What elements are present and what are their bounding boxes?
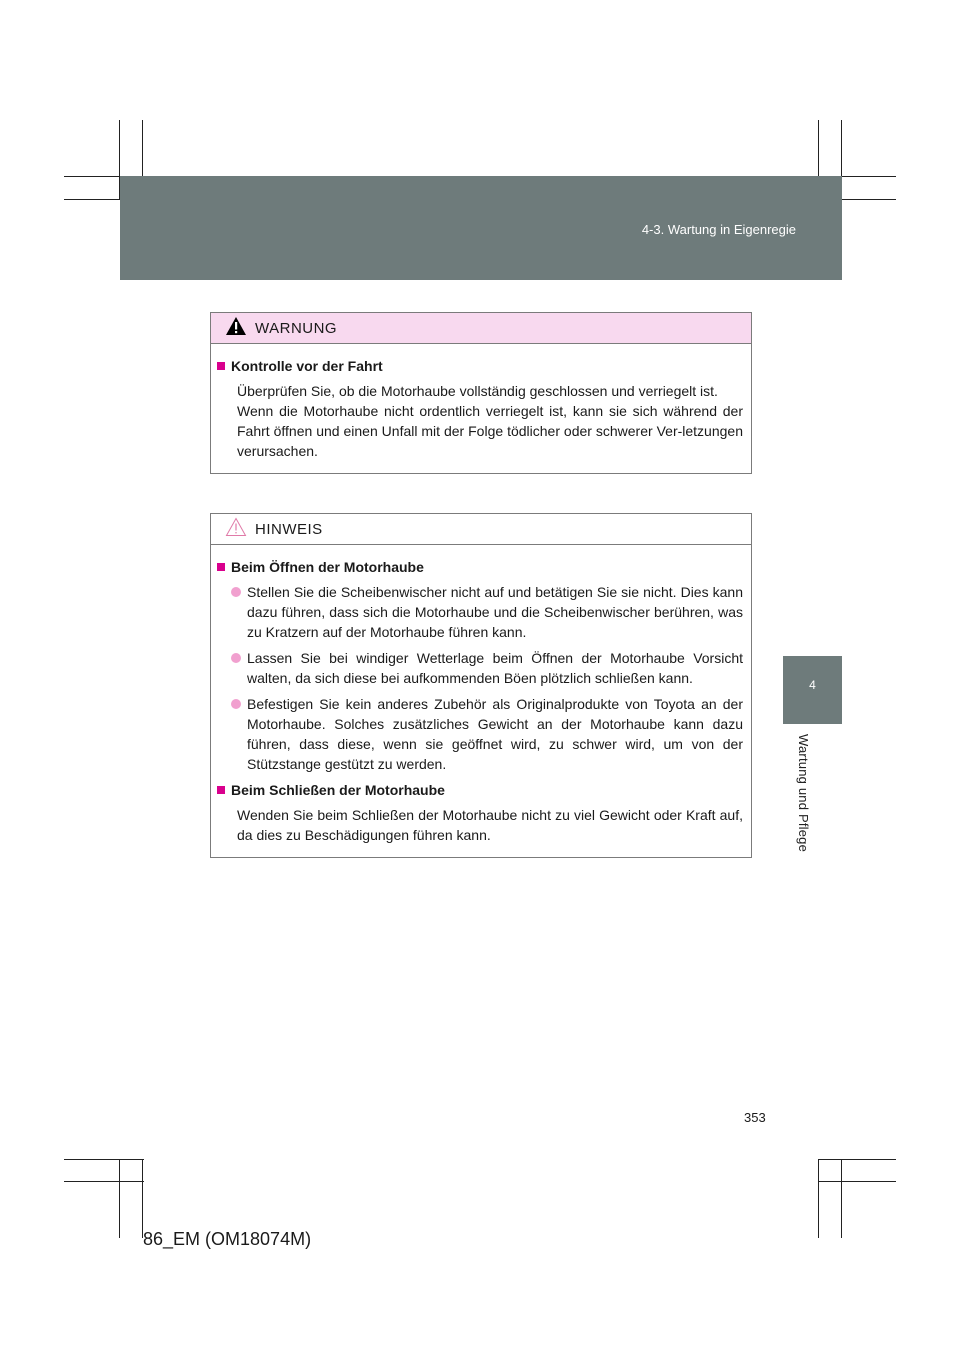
list-item [231,694,743,774]
crop-mark [818,1160,819,1238]
chapter-tab [783,656,842,724]
page-number: 353 [744,1110,766,1125]
crop-mark [64,1181,144,1182]
crop-mark [64,1159,144,1160]
notice-title: HINWEIS [255,520,323,538]
crop-mark [841,1160,842,1238]
list-item-text: Stellen Sie die Scheibenwischer nicht auf und betätigen Sie sie nicht. Dies kann dazu führen, dass sich die Motorhaube und die Scheibenwischer berühren, was zu Kratzern auf der Motorhaube führen kann. [247,584,743,640]
square-bullet-icon [217,786,225,794]
list-item [231,648,743,688]
notice-header [211,514,751,545]
circle-bullet-icon [231,699,241,709]
crop-mark [818,1181,896,1182]
page-header [120,176,842,280]
warning-header [211,313,751,344]
list-item-text: Befestigen Sie kein anderes Zubehör als Originalprodukte von Toyota an der Motorhaube. Solches zusätzliches Gewicht an der Motorhaube kann dazu führen, dass diese, wenn sie geöffnet wird, zu schwer wird, um von der Stützstange gestützt zu werden. [247,696,743,772]
warning-body [211,344,751,473]
document-code: 86_EM (OM18074M) [143,1229,312,1249]
crop-mark [818,1159,896,1160]
warning-section-heading [217,356,743,376]
notice-box [210,513,752,858]
notice-section1-title: Beim Öffnen der Motorhaube [231,559,424,575]
caution-triangle-icon [225,517,247,542]
crop-mark [142,1160,143,1238]
chapter-number: 4 [809,678,816,692]
warning-paragraph: Wenn die Motorhaube nicht ordentlich verriegelt ist, kann sie sich während der Fahrt öffnen und einen Unfall mit der Folge tödlicher oder schwerer Ver-letzungen verursachen. [237,403,743,459]
chapter-label: Wartung und Pflege [796,734,811,853]
notice-section2-title: Beim Schließen der Motorhaube [231,782,445,798]
notice-body [211,545,751,857]
list-item [231,582,743,642]
notice-section-heading [217,557,743,577]
warning-box [210,312,752,474]
crop-mark [119,1160,120,1238]
warning-triangle-icon [225,316,247,341]
circle-bullet-icon [231,653,241,663]
list-item-text: Lassen Sie bei windiger Wetterlage beim Öffnen der Motorhaube Vorsicht walten, da sich diese bei aufkommenden Böen plötzlich schließen kann. [247,650,743,686]
notice-paragraph: Wenden Sie beim Schließen der Motorhaube nicht zu viel Gewicht oder Kraft auf, da dies zu Beschädigungen führen kann. [237,807,743,843]
warning-section-title: Kontrolle vor der Fahrt [231,358,383,374]
square-bullet-icon [217,362,225,370]
section-title: 4-3. Wartung in Eigenregie [641,222,796,237]
warning-paragraph: Überprüfen Sie, ob die Motorhaube vollständig geschlossen und verriegelt ist. [237,383,718,399]
warning-title: WARNUNG [255,319,338,337]
square-bullet-icon [217,563,225,571]
notice-section-heading [217,780,743,800]
circle-bullet-icon [231,587,241,597]
